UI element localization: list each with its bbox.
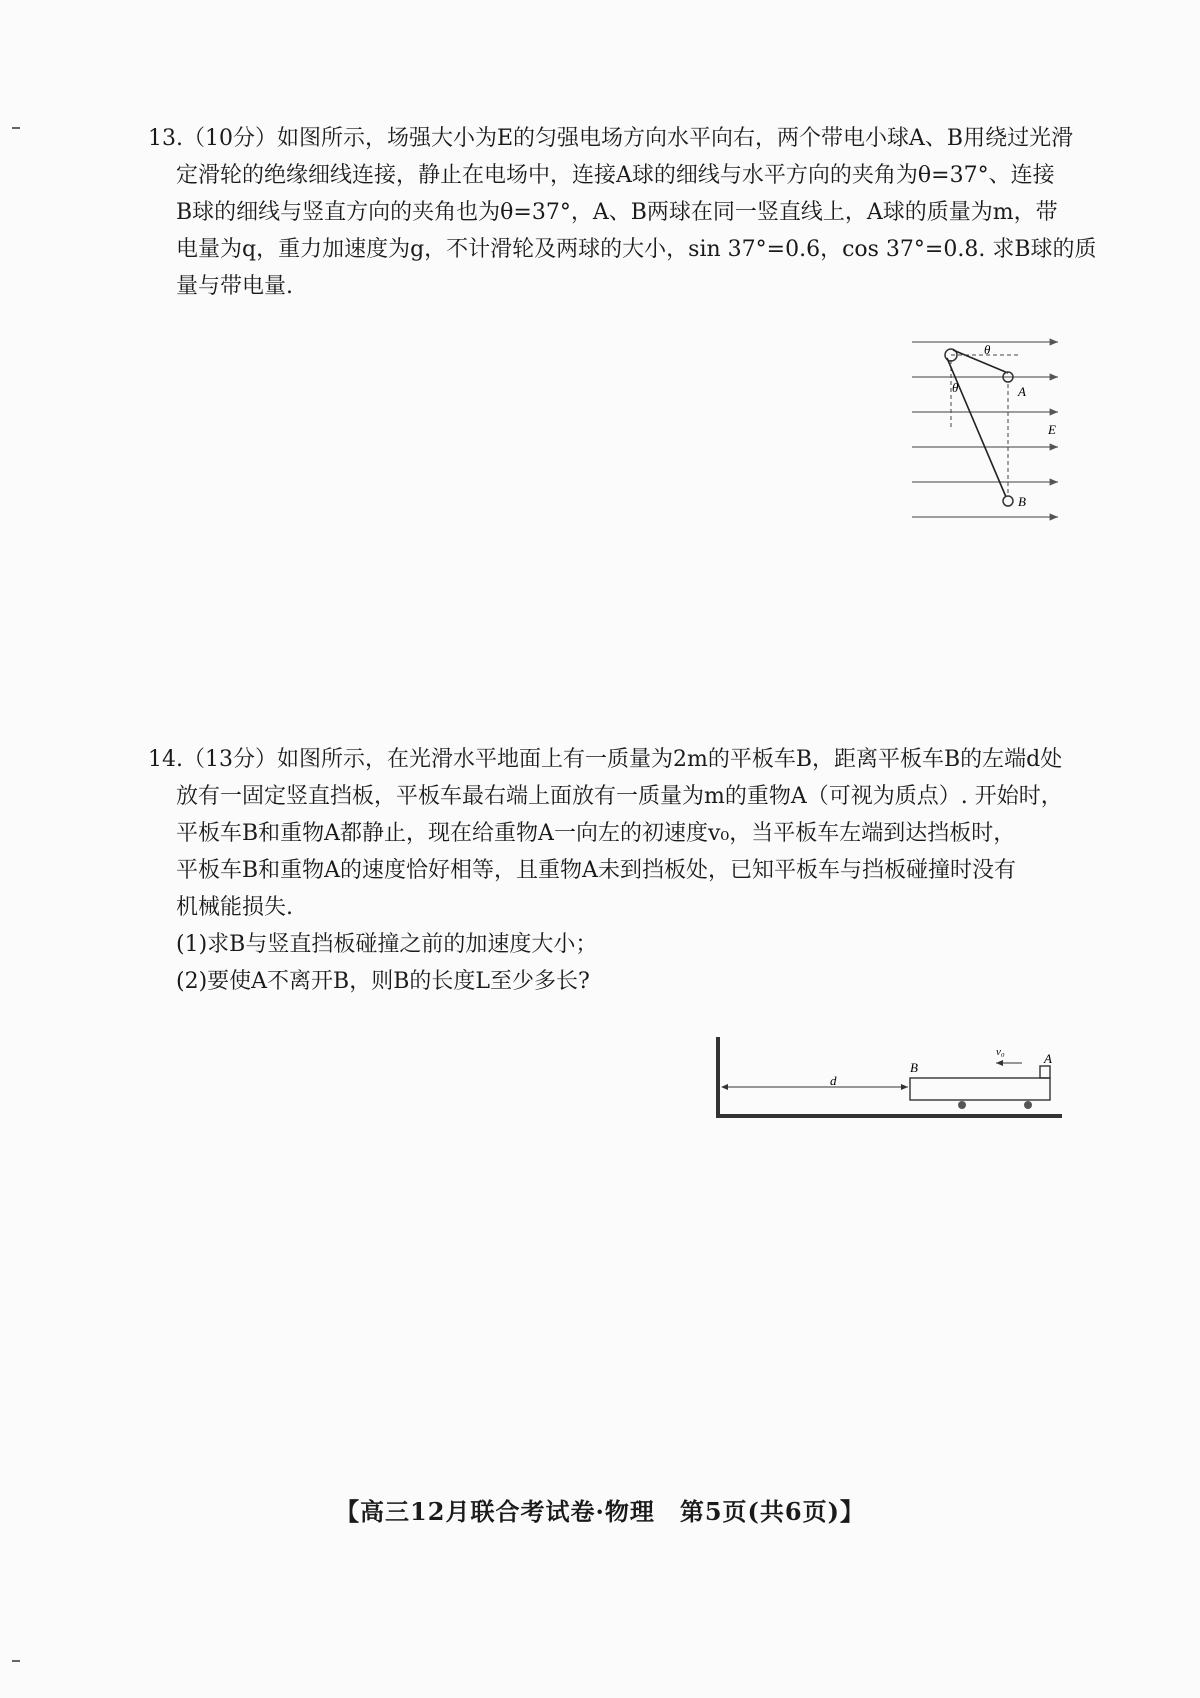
q13-line-4: 电量为q，重力加速度为g，不计滑轮及两球的大小，sin 37°=0.6，cos 37°=0.8. 求B球的质 xyxy=(176,237,1097,262)
edge-mark-top xyxy=(12,127,20,129)
string-to-a xyxy=(953,350,1008,373)
q13-line-5: 量与带电量. xyxy=(176,274,293,299)
field-lines xyxy=(912,342,1058,517)
q14-line-4: 平板车B和重物A的速度恰好相等，且重物A未到挡板处，已知平板车与挡板碰撞时没有 xyxy=(176,858,1016,883)
wall-icon xyxy=(716,1037,720,1117)
distance-d-label: d xyxy=(830,1073,837,1088)
theta-top-label: θ xyxy=(984,342,991,357)
q14-line-1: 14.（13分）如图所示，在光滑水平地面上有一质量为2m的平板车B，距离平板车B的左端d处 xyxy=(148,747,1063,772)
dashed-guides xyxy=(951,355,1021,495)
q14-line-5: 机械能损失. xyxy=(176,895,293,920)
string-to-b xyxy=(947,358,1006,497)
edge-mark-bottom xyxy=(12,1660,20,1662)
q14-line-3: 平板车B和重物A都静止，现在给重物A一向左的初速度v₀，当平板车左端到达挡板时， xyxy=(176,821,1016,846)
q14-sub-question-1: (1)求B与竖直挡板碰撞之前的加速度大小； xyxy=(176,932,598,957)
q14-sub-question-2: (2)要使A不离开B，则B的长度L至少多长? xyxy=(176,969,590,994)
ground-icon xyxy=(716,1114,1062,1118)
q13-line-2: 定滑轮的绝缘细线连接，静止在电场中，连接A球的细线与水平方向的夹角为θ=37°、连接 xyxy=(176,163,1055,188)
question-14 xyxy=(148,741,1068,1000)
block-a-icon xyxy=(1040,1066,1050,1078)
ball-b-label: B xyxy=(1018,494,1026,509)
field-e-label: E xyxy=(1048,422,1056,437)
cart-b-label: B xyxy=(910,1060,918,1075)
q14-line-2: 放有一固定竖直挡板，平板车最右端上面放有一质量为m的重物A（可视为质点）. 开始时， xyxy=(176,784,1063,809)
wheel-icon xyxy=(1024,1101,1032,1109)
theta-left-label: θ xyxy=(952,380,959,395)
q13-line-1: 13.（10分）如图所示，场强大小为E的匀强电场方向水平向右，两个带电小球A、B用绕过光滑 xyxy=(148,126,1074,151)
q13-line-3: B球的细线与竖直方向的夹角也为θ=37°，A、B两球在同一竖直线上，A球的质量为m，带 xyxy=(176,200,1058,225)
block-a-label: A xyxy=(1044,1051,1052,1066)
velocity-v0-label: v₀ xyxy=(996,1046,1005,1058)
question-13 xyxy=(148,120,1097,305)
q13-figure-electric-field xyxy=(906,330,1066,525)
wheel-icon xyxy=(958,1101,966,1109)
ball-b-icon xyxy=(1003,496,1013,506)
ball-a-label: A xyxy=(1018,384,1026,399)
cart-b-icon xyxy=(910,1078,1050,1100)
q14-figure-cart-and-wall xyxy=(710,1035,1066,1125)
page-footer: 【高三12月联合考试卷·物理 第5页(共6页)】 xyxy=(335,1497,865,1526)
